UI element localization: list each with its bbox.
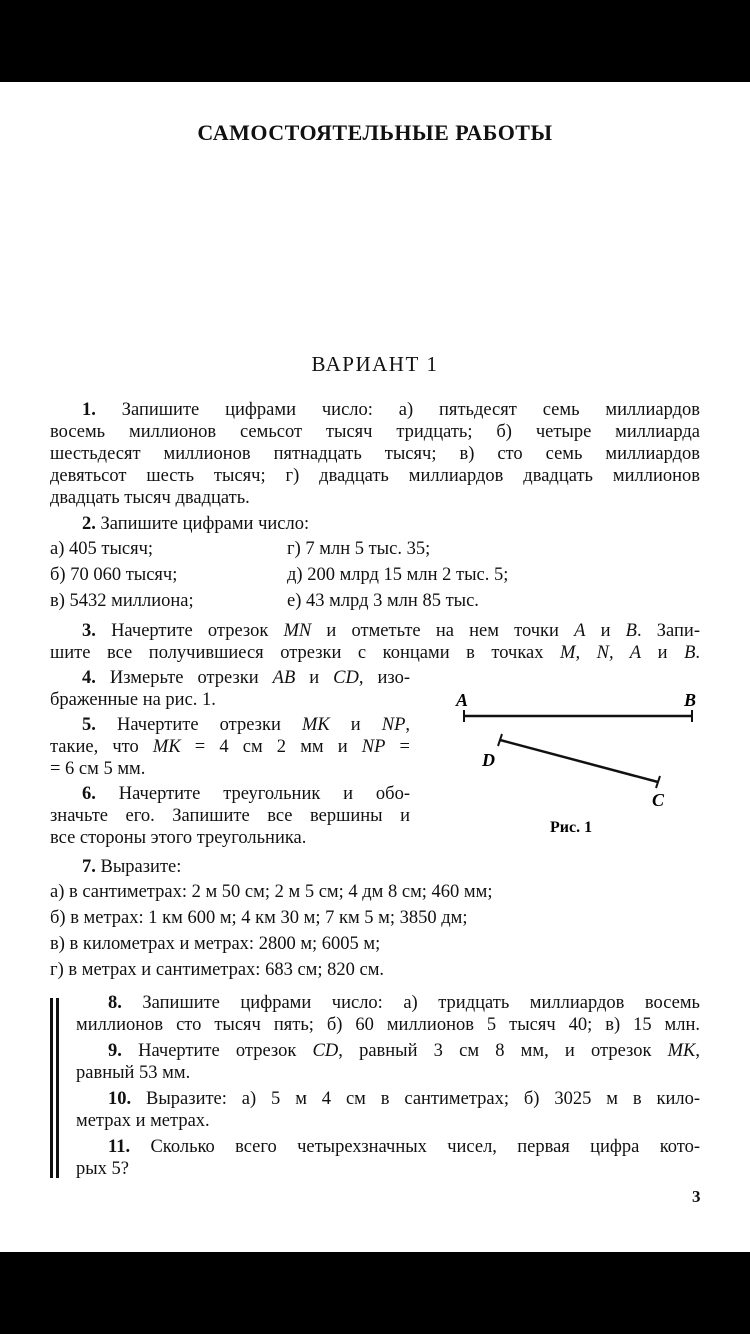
task2-item-b: б) 70 060 тысяч; (50, 565, 178, 585)
task11-line2: рых 5? (76, 1159, 130, 1179)
task2-item-e: е) 43 млрд 3 млн 85 тыс. (287, 591, 479, 611)
task5-line1: 5. Начертите отрезки MK и NP, (82, 715, 410, 735)
task1-number: 1. (82, 400, 96, 420)
page-number: 3 (692, 1187, 701, 1206)
task7-prompt: 7. Выразите: (82, 857, 182, 877)
task7-item-v: в) в километрах и метрах: 2800 м; 6005 м; (50, 934, 381, 954)
point-a-label: A (456, 690, 469, 710)
margin-bar-right (56, 998, 59, 1178)
task2-item-g: г) 7 млн 5 тыс. 35; (287, 539, 431, 559)
task6-line3: все стороны этого треугольника. (50, 828, 307, 848)
page-title: САМОСТОЯТЕЛЬНЫЕ РАБОТЫ (197, 120, 553, 145)
task6-line2: значьте его. Запишите все вершины и (50, 806, 410, 826)
segment-cd (500, 740, 658, 782)
task6-line1: 6. Начертите треугольник и обо- (82, 784, 410, 804)
task5-line3: = 6 см 5 мм. (50, 759, 146, 779)
task9-line1: 9. Начертите отрезок CD, равный 3 см 8 мм, и отрезок MK, (108, 1041, 701, 1061)
task2-prompt: 2. Запишите цифрами число: (82, 514, 310, 534)
point-c-label: C (652, 790, 665, 810)
figure-1-diagram (440, 682, 720, 832)
margin-bar-left (50, 998, 53, 1178)
figure-caption: Рис. 1 (550, 819, 593, 832)
task7-item-g: г) в метрах и сантиметрах: 683 см; 820 см. (50, 960, 385, 980)
task1-line2: восемь миллионов семьсот тысяч тридцать; б) четыре миллиарда (50, 422, 700, 442)
task7-item-b: б) в метрах: 1 км 600 м; 4 км 30 м; 7 км 5 м; 3850 дм; (50, 908, 468, 928)
task5-line2: такие, что MK = 4 см 2 мм и NP = (50, 737, 410, 757)
textbook-page (0, 82, 750, 1252)
task8-line2: миллионов сто тысяч пять; б) 60 миллионов 5 тысяч 40; в) 15 млн. (76, 1015, 700, 1035)
point-d-label: D (482, 750, 495, 770)
task9-line2: равный 53 мм. (76, 1063, 191, 1083)
variant-heading: ВАРИАНТ 1 (311, 352, 439, 376)
task10-line2: метрах и метрах. (76, 1111, 210, 1131)
task11-line1: 11. Сколько всего четырехзначных чисел, первая цифра кото- (108, 1137, 701, 1157)
task8-line1: 8. Запишите цифрами число: а) тридцать миллиардов восемь (108, 993, 700, 1013)
task2-item-a: а) 405 тысяч; (50, 539, 154, 559)
task1-line1: 1. Запишите цифрами число: а) пятьдесят семь миллиардов (82, 400, 700, 420)
task2-item-d: д) 200 млрд 15 млн 2 тыс. 5; (287, 565, 509, 585)
task1-line4: девятьсот шесть тысяч; г) двадцать миллиардов двадцать миллионов (50, 466, 700, 486)
task1-line3: шестьдесят миллионов пятнадцать тысяч; в) сто семь миллиардов (50, 444, 700, 464)
task1-line5: двадцать тысяч двадцать. (50, 488, 250, 508)
task7-item-a: а) в сантиметрах: 2 м 50 см; 2 м 5 см; 4 дм 8 см; 460 мм; (50, 882, 493, 902)
task3-line2: шите все получившиеся отрезки с концами в точках M, N, A и B. (50, 643, 701, 663)
point-b-label: B (684, 690, 697, 710)
task4-line1: 4. Измерьте отрезки AB и CD, изо- (82, 668, 411, 688)
task4-line2: браженные на рис. 1. (50, 690, 216, 710)
task2-item-v: в) 5432 миллиона; (50, 591, 194, 611)
task3-line1: 3. Начертите отрезок MN и отметьте на нем точки A и B. Запи- (82, 621, 700, 641)
task10-line1: 10. Выразите: а) 5 м 4 см в сантиметрах; б) 3025 м в кило- (108, 1089, 700, 1109)
